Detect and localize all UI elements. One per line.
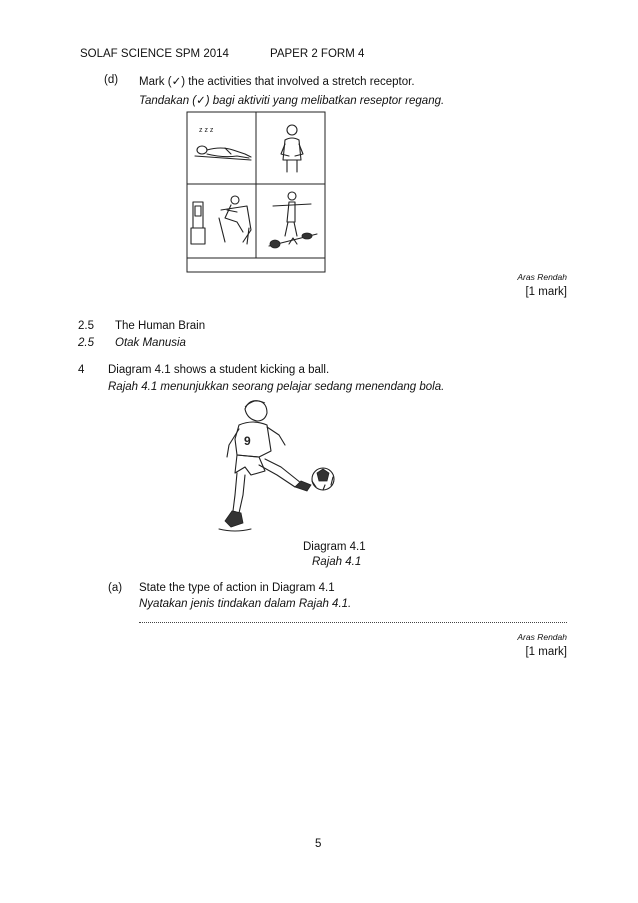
kicking-student-diagram <box>215 395 340 535</box>
part-a-label: (a) <box>108 582 123 594</box>
question-4-text-en: Diagram 4.1 shows a student kicking a ball. <box>108 364 330 376</box>
jersey-number: 9 <box>244 434 251 448</box>
balancing-person-icon <box>269 192 317 248</box>
diagram-4-1-caption-ms: Rajah 4.1 <box>312 556 362 568</box>
part-a-level: Aras Rendah <box>517 632 567 642</box>
answer-line[interactable] <box>139 622 567 623</box>
part-a-question-ms: Nyatakan jenis tindakan dalam Rajah 4.1. <box>139 598 352 610</box>
section-title-ms: Otak Manusia <box>115 337 186 349</box>
header-title: SOLAF SCIENCE SPM 2014 <box>80 48 229 60</box>
section-title-en: The Human Brain <box>115 320 206 332</box>
activity-grid-diagram <box>185 110 330 280</box>
sleep-zzz: z z z <box>199 127 214 134</box>
watching-tv-icon <box>191 196 251 244</box>
question-4-number: 4 <box>78 364 85 376</box>
part-d-marks: [1 mark] <box>525 286 567 298</box>
part-a-question-en: State the type of action in Diagram 4.1 <box>139 582 335 594</box>
part-d-level: Aras Rendah <box>517 272 567 282</box>
part-a-marks: [1 mark] <box>525 646 567 658</box>
part-d-question-ms: Tandakan (✓) bagi aktiviti yang melibatkan reseptor regang. <box>139 95 445 107</box>
header-paper: PAPER 2 FORM 4 <box>270 48 365 60</box>
sleeping-person-icon <box>195 127 251 160</box>
diagram-4-1-caption-en: Diagram 4.1 <box>303 541 366 553</box>
part-d-question-en: Mark (✓) the activities that involved a stretch receptor. <box>139 76 415 88</box>
question-4-text-ms: Rajah 4.1 menunjukkan seorang pelajar sedang menendang bola. <box>108 381 445 393</box>
part-d-label: (d) <box>104 74 119 86</box>
section-number-ms: 2.5 <box>78 337 94 349</box>
page-number: 5 <box>315 838 322 850</box>
section-number-en: 2.5 <box>78 320 94 332</box>
standing-person-icon <box>281 125 303 172</box>
